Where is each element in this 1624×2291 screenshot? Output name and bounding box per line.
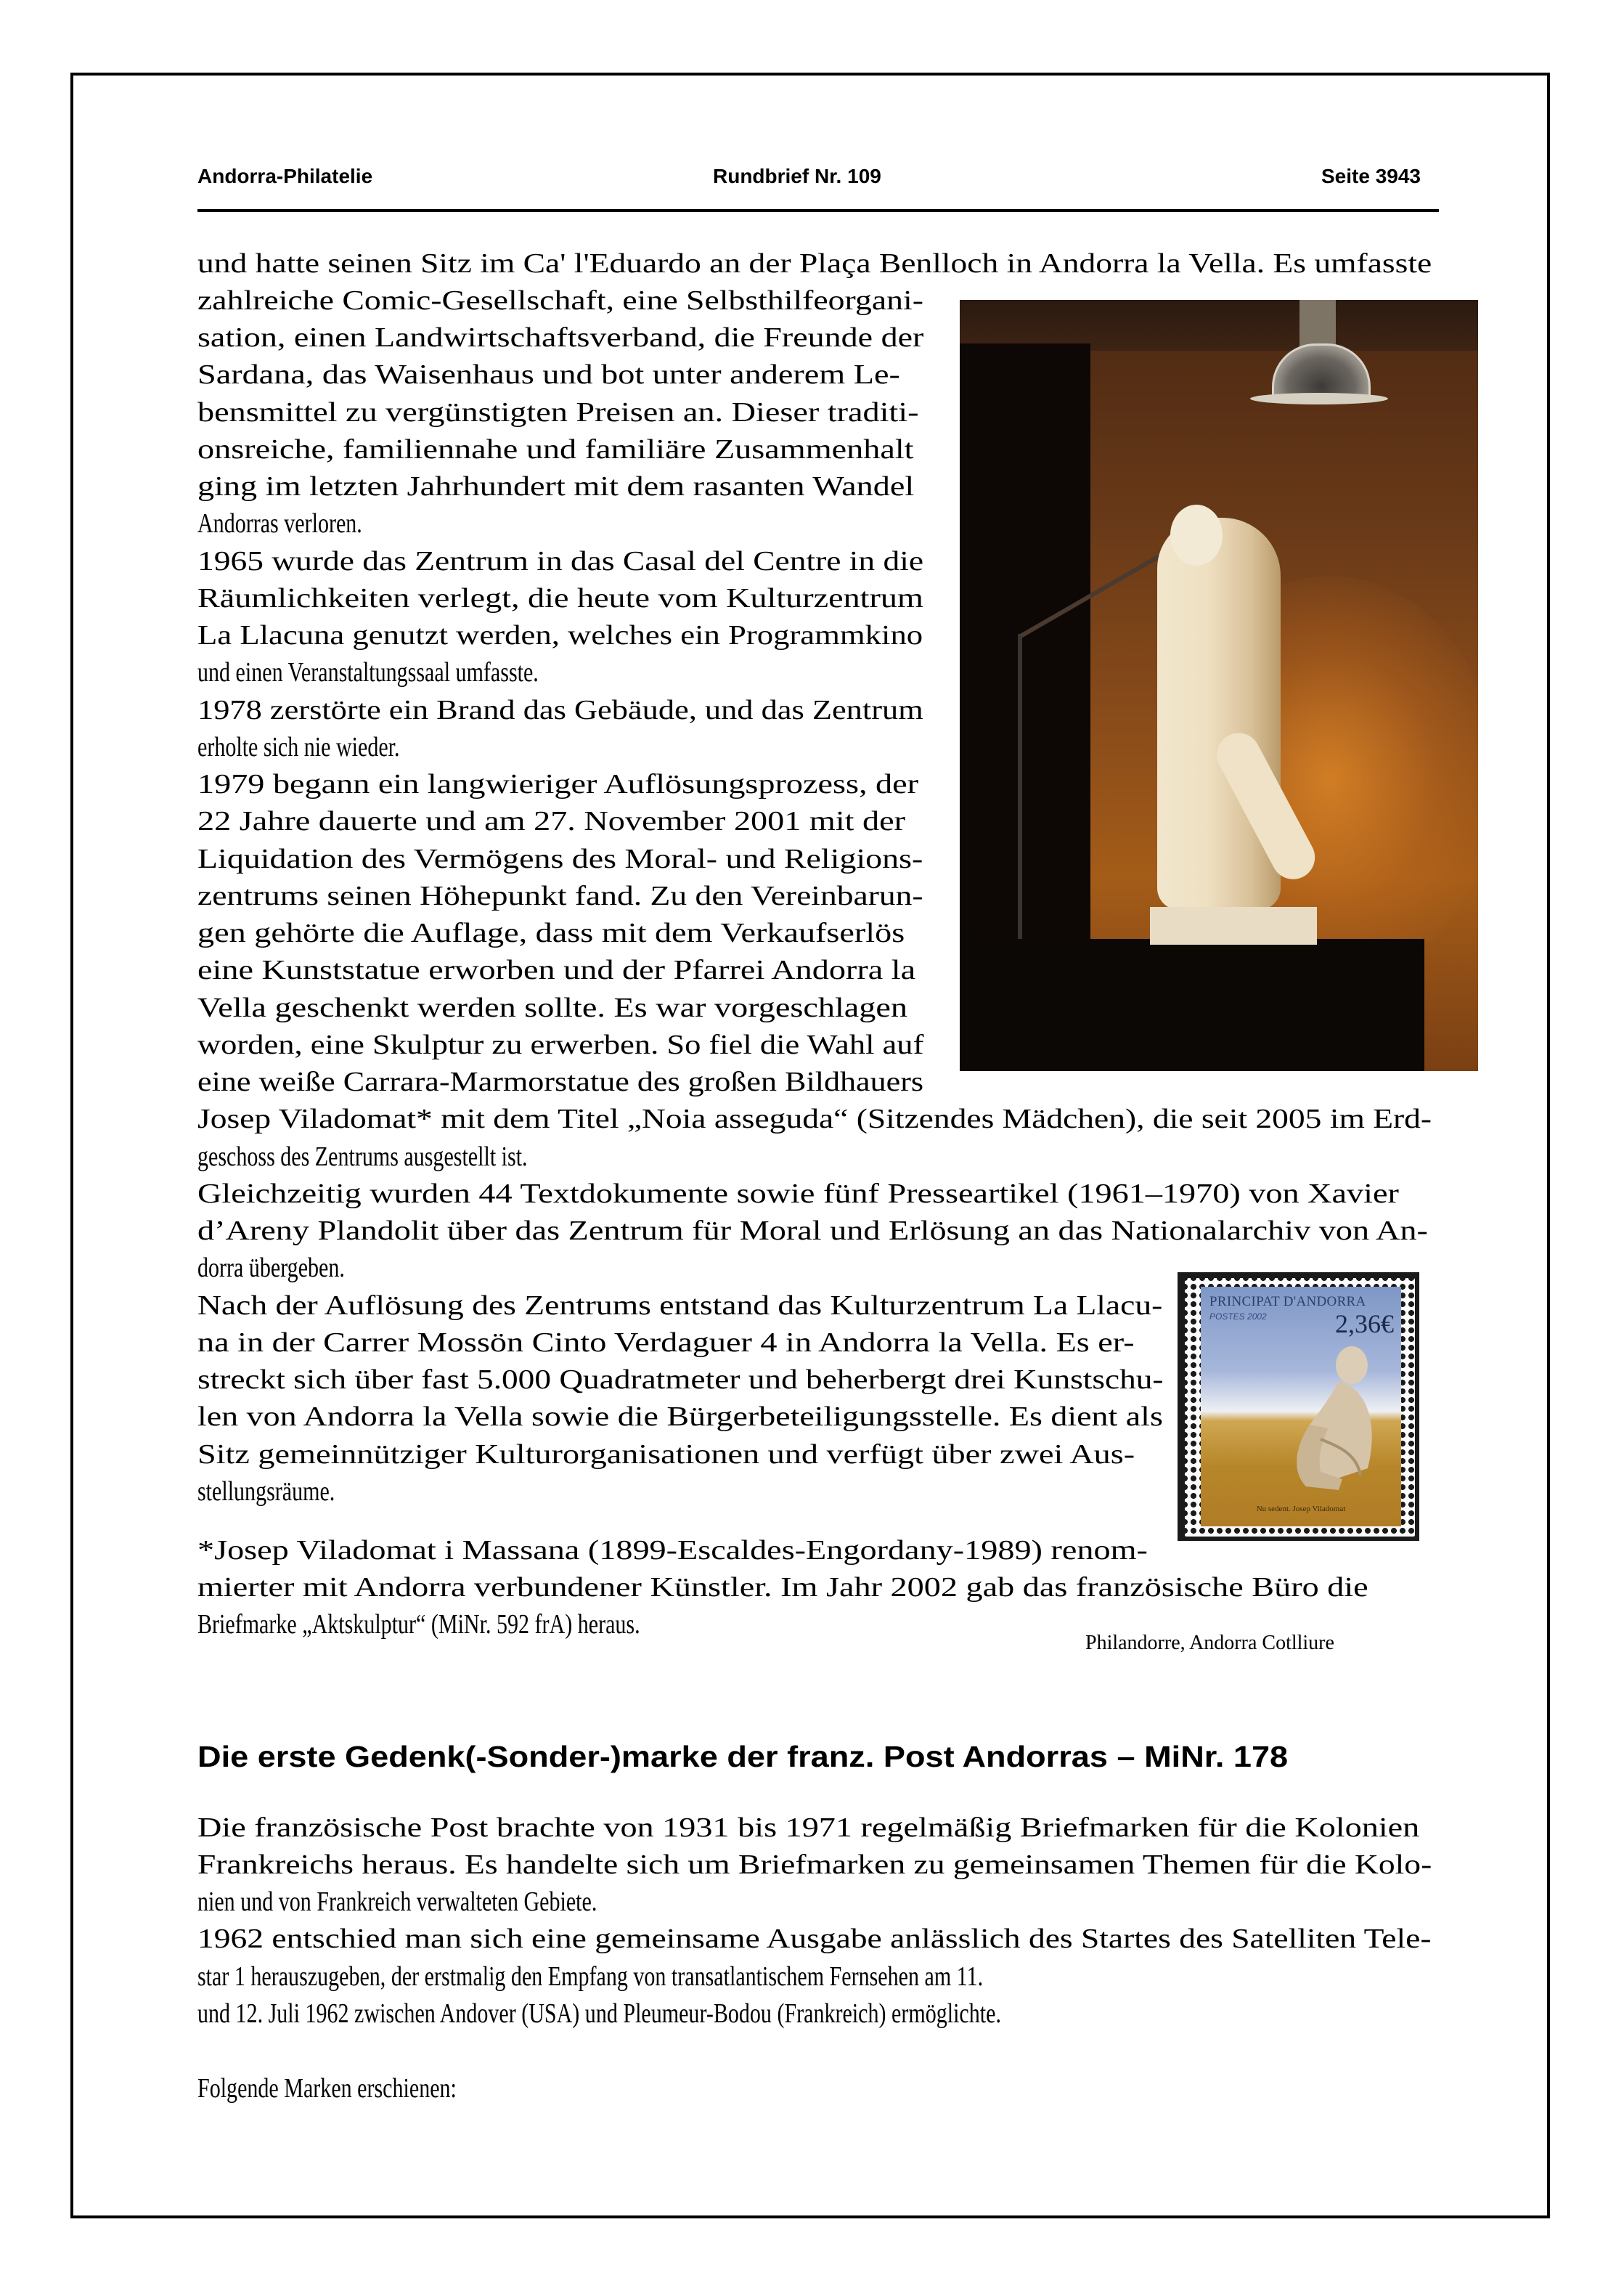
body-line: 1978 zerstörte ein Brand das Gebäude, und das Zentrum — [197, 695, 923, 725]
footnote-line: mierter mit Andorra verbundener Künstler. Im Jahr 2002 gab das französische Büro die — [197, 1572, 1368, 1603]
body-line: stellungsräume. — [197, 1476, 335, 1507]
body-line: 1962 entschied man sich eine gemeinsame Ausgabe anlässlich des Startes des Satelliten Tele- — [197, 1924, 1432, 1954]
body-line: len von Andorra la Vella sowie die Bürgerbeteiligungsstelle. Es dient als — [197, 1401, 1163, 1432]
stamp-value: 2,36€ — [1335, 1309, 1394, 1338]
statue-figure — [1157, 518, 1281, 910]
body-line: eine weiße Carrara-Marmorstatue des großen Bildhauers — [197, 1067, 924, 1097]
closing-line: Folgende Marken erschienen: — [197, 2073, 457, 2104]
section-heading: Die erste Gedenk(-Sonder-)marke der franz. Post Andorras – MiNr. 178 — [197, 1740, 1289, 1773]
stamp-country: PRINCIPAT D'ANDORRA — [1209, 1294, 1366, 1309]
body-line: Liquidation des Vermögens des Moral- und Religions- — [197, 844, 923, 874]
stamp-caption: Nu sedent. Josep Viladomat — [1256, 1505, 1346, 1513]
body-line: Josep Viladomat* mit dem Titel „Noia asseguda“ (Sitzendes Mädchen), die seit 2005 im Erd- — [197, 1104, 1432, 1134]
body-line: 1979 begann ein langwieriger Auflösungsprozess, der — [197, 769, 919, 799]
body-line: Vella geschenkt werden sollte. Es war vorgeschlagen — [197, 993, 908, 1023]
image-credit: Philandorre, Andorra Cotlliure — [1085, 1632, 1334, 1654]
body-line: dorra übergeben. — [197, 1253, 345, 1283]
body-line: Frankreichs heraus. Es handelte sich um Briefmarken zu gemeinsamen Themen für die Kolo- — [197, 1850, 1432, 1880]
stamp-postes: POSTES 2002 — [1209, 1311, 1267, 1322]
body-line: eine Kunststatue erworben und der Pfarrei Andorra la — [197, 955, 916, 985]
stamp-sculpture-figure — [1288, 1345, 1382, 1497]
body-line: worden, eine Skulptur zu erwerben. So fiel die Wahl auf — [197, 1030, 924, 1060]
body-line: onsreiche, familiennahe und familiäre Zusammenhalt — [197, 434, 914, 465]
body-line: Räumlichkeiten verlegt, die heute vom Kulturzentrum — [197, 583, 923, 614]
footnote-line: Briefmarke „Aktskulptur“ (MiNr. 592 frA) heraus. — [197, 1609, 640, 1640]
body-line: bensmittel zu vergünstigten Preisen an. Dieser traditi- — [197, 397, 919, 428]
header-rule — [197, 209, 1439, 212]
footnote-line: *Josep Viladomat i Massana (1899-Escaldes-Engordany-1989) renom- — [197, 1535, 1148, 1566]
header-publication: Andorra-Philatelie — [197, 165, 373, 187]
postage-stamp — [1178, 1272, 1419, 1541]
body-line: ging im letzten Jahrhundert mit dem rasanten Wandel — [197, 471, 915, 502]
body-line: star 1 herauszugeben, der erstmalig den Empfang von transatlantischem Fernsehen am 11. — [197, 1961, 984, 1992]
body-line: nien und von Frankreich verwalteten Gebiete. — [197, 1887, 597, 1917]
body-line: sation, einen Landwirtschaftsverband, die Freunde der — [197, 322, 924, 353]
header-page-number: Seite 3943 — [1321, 165, 1421, 187]
body-line: Sardana, das Waisenhaus und bot unter anderem Le- — [197, 359, 900, 390]
body-line: zahlreiche Comic-Gesellschaft, eine Selbsthilfeorgani- — [197, 285, 923, 316]
header-issue: Rundbrief Nr. 109 — [713, 165, 881, 187]
body-line: Gleichzeitig wurden 44 Textdokumente sowie fünf Presseartikel (1961–1970) von Xavier — [197, 1179, 1399, 1209]
body-line: Nach der Auflösung des Zentrums entstand das Kulturzentrum La Llacu- — [197, 1290, 1163, 1321]
body-line: streckt sich über fast 5.000 Quadratmeter und beherbergt drei Kunstschu- — [197, 1364, 1164, 1395]
statue-photo — [960, 300, 1478, 1071]
body-line: und 12. Juli 1962 zwischen Andover (USA) und Pleumeur-Bodou (Frankreich) ermöglichte. — [197, 1998, 1001, 2029]
body-line: Andorras verloren. — [197, 508, 362, 539]
body-line: Sitz gemeinnütziger Kulturorganisationen und verfügt über zwei Aus- — [197, 1439, 1135, 1470]
body-line: geschoss des Zentrums ausgestellt ist. — [197, 1142, 528, 1172]
body-line: erholte sich nie wieder. — [197, 732, 400, 762]
body-line: 22 Jahre dauerte und am 27. November 2001 mit der — [197, 806, 906, 837]
body-line: und einen Veranstaltungssaal umfasste. — [197, 657, 539, 688]
body-line: zentrums seinen Höhepunkt fand. Zu den Vereinbarun- — [197, 881, 923, 911]
body-line: 1965 wurde das Zentrum in das Casal del Centre in die — [197, 546, 924, 577]
body-line: d’Areny Plandolit über das Zentrum für Moral und Erlösung an das Nationalarchiv von An- — [197, 1216, 1428, 1246]
body-line: Die französische Post brachte von 1931 bis 1971 regelmäßig Briefmarken für die Kolonien — [197, 1812, 1420, 1843]
body-line: La Llacuna genutzt werden, welches ein Programmkino — [197, 620, 923, 651]
body-line: na in der Carrer Mossön Cinto Verdaguer 4 in Andorra la Vella. Es er- — [197, 1327, 1135, 1358]
body-line: und hatte seinen Sitz im Ca' l'Eduardo an der Plaça Benlloch in Andorra la Vella. Es umfasste — [197, 248, 1432, 279]
body-line: gen gehörte die Auflage, dass mit dem Verkaufserlös — [197, 918, 905, 948]
